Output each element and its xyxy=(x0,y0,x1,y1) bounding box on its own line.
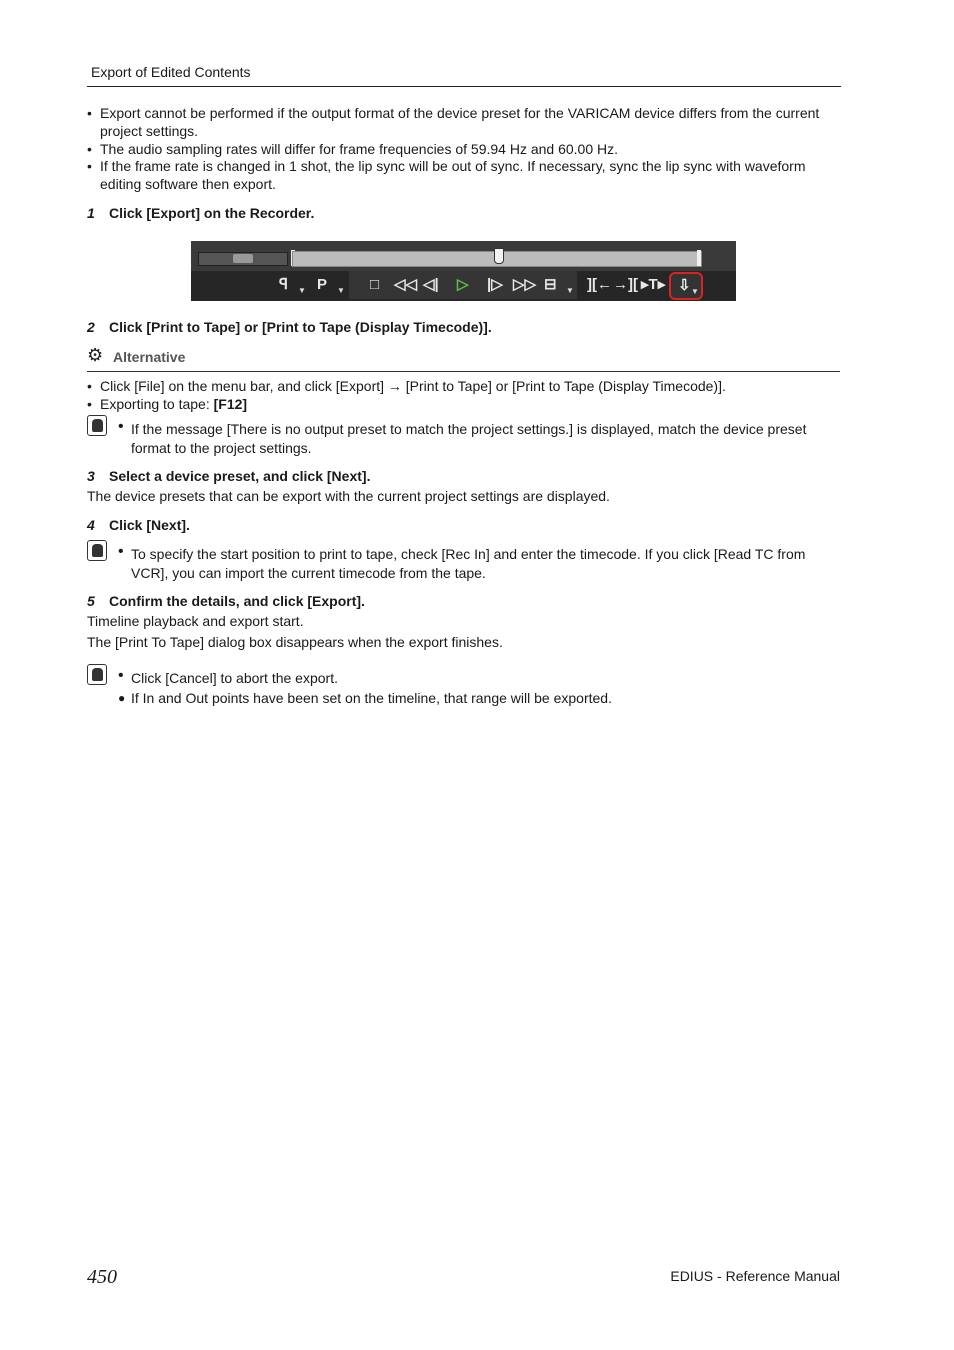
hand-icon xyxy=(87,664,107,685)
step-2: 2 Click [Print to Tape] or [Print to Tape (Display Timecode)]. xyxy=(87,319,492,335)
gear-icon: ⚙ xyxy=(87,345,104,365)
step-3: 3 Select a device preset, and click [Next]. xyxy=(87,468,371,484)
page-number: 450 xyxy=(87,1266,117,1288)
intro-bullet-3: • If the frame rate is changed in 1 shot, the lip sync will be out of sync. If necessary, sync the lip sync with waveform editing software then export. xyxy=(87,158,806,192)
step-5: 5 Confirm the details, and click [Export]. xyxy=(87,593,365,609)
next-frame-icon[interactable]: |▷ xyxy=(487,276,503,293)
timeline-end-cap xyxy=(697,250,701,266)
hand-icon xyxy=(87,415,107,436)
shortcut-key: [F12] xyxy=(213,396,248,412)
chevron-down-icon[interactable]: ▼ xyxy=(566,286,574,295)
alternative-label: Alternative xyxy=(113,349,186,365)
zoom-slider-thumb[interactable] xyxy=(233,254,253,263)
recorder-toolbar xyxy=(191,241,736,301)
export-button[interactable] xyxy=(669,272,703,300)
set-out-icon[interactable]: P xyxy=(317,276,328,293)
section-header: Export of Edited Contents xyxy=(91,64,251,80)
jump-out-icon[interactable]: →][ xyxy=(613,276,638,293)
intro-bullet-2: • The audio sampling rates will differ for frame frequencies of 59.94 Hz and 60.00 Hz. xyxy=(87,141,619,157)
hand-icon xyxy=(87,540,107,561)
rewind-icon[interactable]: ◁◁ xyxy=(394,276,418,293)
alt-bullet-2: • Exporting to tape: [F12] xyxy=(87,396,248,412)
zoom-slider[interactable] xyxy=(198,252,288,266)
chevron-down-icon[interactable]: ▼ xyxy=(337,286,345,295)
step-4: 4 Click [Next]. xyxy=(87,517,190,533)
recorder-timeline xyxy=(191,241,736,271)
step-5-description-a: Timeline playback and export start. xyxy=(87,613,304,629)
fast-forward-icon[interactable]: ▷▷ xyxy=(513,276,537,293)
insert-icon[interactable]: ▸T▸ xyxy=(641,276,666,293)
set-in-icon[interactable]: ꟼ xyxy=(279,276,289,293)
jump-in-icon[interactable]: ][← xyxy=(587,276,612,293)
step-5-description-b: The [Print To Tape] dialog box disappears when the export finishes. xyxy=(87,634,503,650)
loop-icon[interactable]: ⊟ xyxy=(544,276,557,293)
step-3-description: The device presets that can be export with the current project settings are displayed. xyxy=(87,488,610,504)
play-icon[interactable]: ▷ xyxy=(457,276,469,293)
prev-frame-icon[interactable]: ◁| xyxy=(423,276,439,293)
stop-icon[interactable]: □ xyxy=(370,276,380,293)
step-1: 1 Click [Export] on the Recorder. xyxy=(87,205,315,221)
intro-bullet-1: • Export cannot be performed if the output format of the device preset for the VARICAM device differs from the current project settings. xyxy=(87,105,820,139)
export-icon: ⇩ xyxy=(678,277,691,294)
alt-bullet-1: • Click [File] on the menu bar, and click [Export] → [Print to Tape] or [Print to Tape (Display Timecode)]. xyxy=(87,378,726,394)
alternative-header xyxy=(87,345,840,372)
header-rule xyxy=(87,86,841,87)
chevron-down-icon[interactable]: ▼ xyxy=(298,286,306,295)
manual-title: EDIUS - Reference Manual xyxy=(670,1268,840,1284)
playhead-cursor[interactable] xyxy=(494,248,504,264)
chevron-down-icon: ▼ xyxy=(691,287,699,296)
